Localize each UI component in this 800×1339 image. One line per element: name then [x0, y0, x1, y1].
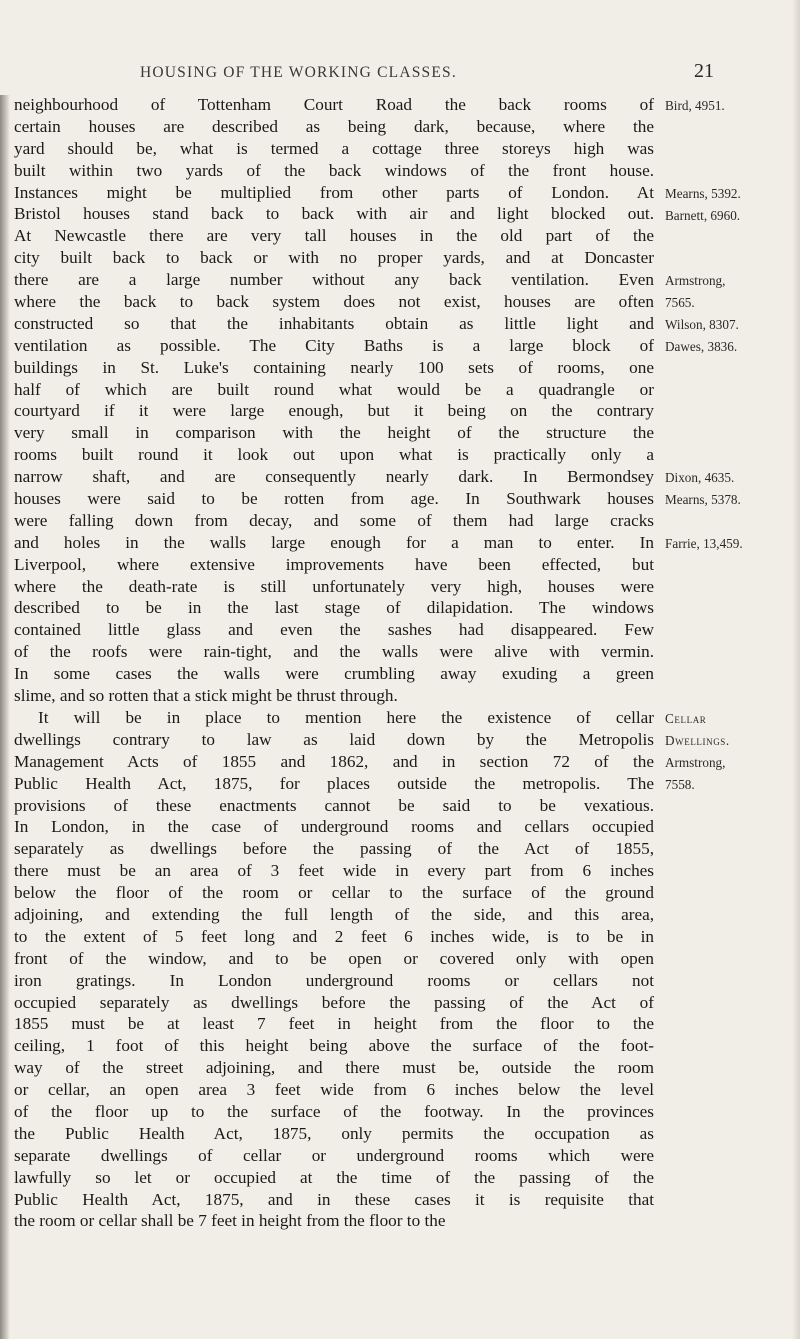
text-line: In some cases the walls were crumbling away exuding a green [14, 664, 654, 684]
marginal-note: Dwellings. [665, 733, 730, 749]
text-line: where the back to back system does not exist, houses are often [14, 292, 654, 312]
running-head: HOUSING OF THE WORKING CLASSES. [140, 64, 457, 81]
marginal-note: Farrie, 13,459. [665, 536, 743, 551]
text-line: Public Health Act, 1875, for places outside the metropolis. The [14, 773, 654, 793]
text-line: Public Health Act, 1875, and in these cases it is requisite that [14, 1189, 654, 1209]
marginal-note: Armstrong, [665, 755, 726, 770]
text-line: provisions of these enactments cannot be said to be vexatious. [14, 795, 654, 815]
text-line: Management Acts of 1855 and 1862, and in section 72 of the [14, 751, 654, 771]
marginal-note: Cellar [665, 711, 707, 727]
text-line: below the floor of the room or cellar to the surface of the ground [14, 883, 654, 903]
text-line: Instances might be multiplied from other parts of London. At [14, 182, 654, 202]
text-line: way of the street adjoining, and there must be, outside the room [14, 1058, 654, 1078]
marginal-note: Dixon, 4635. [665, 470, 735, 486]
text-line: 1855 must be at least 7 feet in height from the floor to the [14, 1014, 654, 1034]
marginal-note: Wilson, 8307. [665, 317, 739, 332]
text-line: of the floor up to the surface of the footway. In the provinces [14, 1101, 654, 1121]
marginal-note: Armstrong, [665, 273, 726, 289]
text-line: certain houses are described as being dark, because, where the [14, 116, 654, 136]
text-line: described to be in the last stage of dilapidation. The windows [14, 598, 654, 618]
text-line: occupied separately as dwellings before the passing of the Act of [14, 992, 654, 1012]
text-line: Liverpool, where extensive improvements have been effected, but [14, 554, 654, 574]
text-line: In London, in the case of underground rooms and cellars occupied [14, 817, 654, 837]
text-line: front of the window, and to be open or covered only with open [14, 948, 654, 968]
marginal-note: 7558. [665, 776, 695, 792]
page-edge-shadow [792, 0, 800, 1339]
body-text [14, 94, 654, 1232]
marginal-note: Dawes, 3836. [665, 338, 738, 354]
text-line: narrow shaft, and are consequently nearly dark. In Bermondsey [14, 467, 654, 487]
text-line: separately as dwellings before the passing of the Act of 1855, [14, 839, 654, 859]
text-line: buildings in St. Luke's containing nearly 100 sets of rooms, one [14, 357, 654, 377]
page-header [0, 60, 800, 88]
text-line: half of which are built round what would be a quadrangle or [14, 379, 654, 399]
text-line: constructed so that the inhabitants obtain as little light and [14, 313, 654, 333]
marginal-note: Mearns, 5378. [665, 492, 741, 508]
text-line: to the extent of 5 feet long and 2 feet 6 inches wide, is to be in [14, 926, 654, 946]
text-line: contained little glass and even the sashes had disappeared. Few [14, 620, 654, 640]
text-line: there are a large number without any back ventilation. Even [14, 270, 654, 290]
marginal-note: Bird, 4951. [665, 98, 725, 113]
text-line: At Newcastle there are very tall houses in the old part of the [14, 226, 654, 246]
text-line: slime, and so rotten that a stick might be thrust through. [14, 686, 398, 706]
text-line: dwellings contrary to law as laid down by the Metropolis [14, 729, 654, 749]
marginal-note: 7565. [665, 295, 695, 311]
text-line: were falling down from decay, and some of them had large cracks [14, 510, 654, 530]
text-line: adjoining, and extending the full length of the side, and this area, [14, 904, 654, 924]
text-line: the room or cellar shall be 7 feet in height from the floor to the [14, 1211, 446, 1231]
text-line: rooms built round it look out upon what is practically only a [14, 445, 654, 465]
text-line: yard should be, what is termed a cottage three storeys high was [14, 138, 654, 158]
text-line: courtyard if it were large enough, but it being on the contrary [14, 401, 654, 421]
text-line: ventilation as possible. The City Baths is a large block of [14, 335, 654, 355]
text-line: and holes in the walls large enough for a man to enter. In [14, 532, 654, 552]
text-line: or cellar, an open area 3 feet wide from 6 inches below the level [14, 1080, 654, 1100]
text-line: the Public Health Act, 1875, only permits the occupation as [14, 1123, 654, 1143]
text-line: separate dwellings of cellar or underground rooms which were [14, 1145, 654, 1165]
text-line: city built back to back or with no proper yards, and at Doncaster [14, 248, 654, 268]
text-line: built within two yards of the back windows of the front house. [14, 160, 654, 180]
text-line: iron gratings. In London underground rooms or cellars not [14, 970, 654, 990]
page-number: 21 [694, 60, 714, 82]
text-line: lawfully so let or occupied at the time of the passing of the [14, 1167, 654, 1187]
text-line: houses were said to be rotten from age. In Southwark houses [14, 489, 654, 509]
text-line: where the death-rate is still unfortunately very high, houses were [14, 576, 654, 596]
text-line: Bristol houses stand back to back with air and light blocked out. [14, 204, 654, 224]
marginal-note: Mearns, 5392. [665, 185, 741, 201]
text-line: It will be in place to mention here the existence of cellar [38, 707, 654, 727]
marginal-note: Barnett, 6960. [665, 207, 741, 223]
text-line: very small in comparison with the height of the structure the [14, 423, 654, 443]
text-line: ceiling, 1 foot of this height being above the surface of the foot- [14, 1036, 654, 1056]
text-line: there must be an area of 3 feet wide in every part from 6 inches [14, 861, 654, 881]
text-line: neighbourhood of Tottenham Court Road the back rooms of [14, 95, 654, 114]
binding-gutter-shadow [0, 95, 10, 1339]
text-line: of the roofs were rain-tight, and the walls were alive with vermin. [14, 642, 654, 662]
